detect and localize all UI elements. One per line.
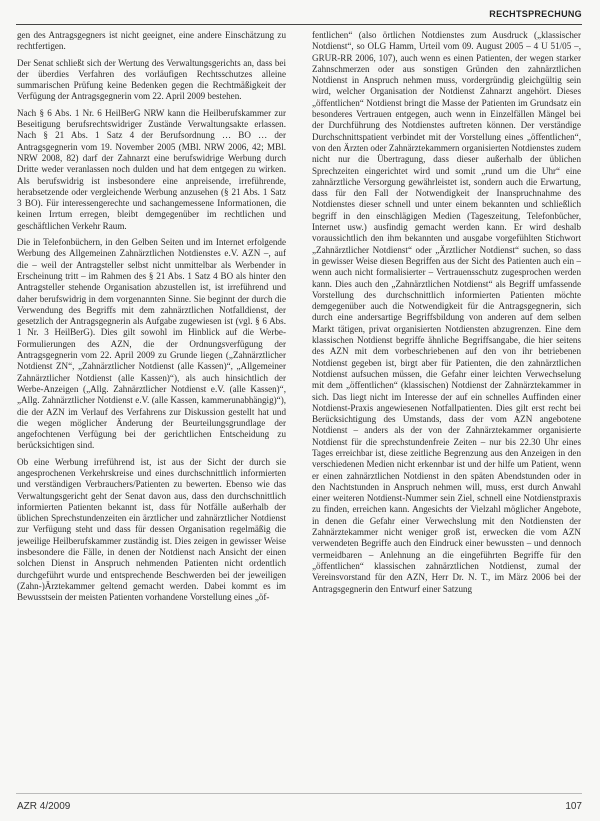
section-label: RECHTSPRECHUNG: [489, 9, 582, 19]
paragraph: gen des Antragsgegners ist nicht geeignet, eine andere Einschätzung zu rechtfertigen.: [17, 30, 286, 52]
right-column: [312, 30, 581, 790]
paragraph: fentlichen“ (also örtlichen Notdienstes zum Ausdruck („klassischer Notdienst“, so OLG Hamm, Urteil vom 09. August 2005 – 4 U 51/05 –, GRUR-RR 2006, 107), auch wenn es einen Patienten, der wegen starker Zahnschmerzen oder aus sonstigen Gründen den zahnärztlichen Notdienst in Anspruch nehmen muss, vordergründig gleichgültig sein wird, welcher Organisation der Notdienst Zahnarzt angehört. Dieses „öffentlichen“ Notdienst bringt die Masse der Patienten im Grundsatz ein besonderes Vertrauen entgegen, auch wenn in Einzelfällen Mängel bei der Durchführung des Notdienstes auftreten können. Der verständige Durchschnittspatient verbindet mit der Vorstellung eines „öffentlichen“, von den Ärzten oder Zahnärztekammern organisierten Notdienstes zudem nicht nur die Übertragung, dass dieser außerhalb der üblichen Sprechzeiten eingerichtet wird und somit „rund um die Uhr“ eine zahnärztliche Versorgung gewährleistet ist, sondern auch die Erwartung, dass für den Fall der Notwendigkeit der Inanspruchnahme des Notdienstes dieser schnell und unter einem bekannten und schließlich begriff in den einschlägigen Medien (Tageszeitung, Telefonbücher, Internet usw.) ausfindig gemacht werden kann. Er wird deshalb voraussichtlich den ihm bekannten und ausgabe vorgefühlten Stichwort „Zahnärztlicher Notdienst“ oder „Ärztlicher Notdienst“ suchen, so dass in gewisser Weise diesen Begriffen aus der Sicht des Patienten auch ein – wenn auch nicht formalisierter – Vertrauensschutz zugesprochen werden kann. Dies auch den „Zahnärztlichen Notdienst“ als Begriff umfassende Vorstellung des durchschnittlich informierten Patienten möchte demgegenüber auch die Notwendigkeit für die Antragsgegnerin, sich durch eine andersartige Begriffsbildung von anderen auf dem selben Markt tätigen, privat organisierten Notdiensten abzugrenzen. Eine dem klassischen Notdienst begriffe ähnliche Begriffsangabe, die hier seitens des AZN mit dem vorbeschriebenen auf den von ihr betriebenen Notdienst gegeben ist, birgt aber für Patienten, die den zahnärztlichen Notdienst aufsuchen müssen, die Gefahr einer leichten Verwechselung mit dem „öffentlichen“ (klassischen) Notdienst der Zahnärztekammer in sich. Das liegt nicht im Interesse der auf ein schnelles Auffinden einer Notdienst-Praxis angewiesenen Notfallpatienten. Dies gilt erst recht bei Berücksichtigung des Umstands, dass der vom AZN angebotene Notdienst – anders als der von der Zahnärztekammer organisierte Notdienst für die sprechstundenfreie Zeiten – nur bis 22.30 Uhr eines Tages erreichbar ist, diese zeitliche Begrenzung aus den Anzeigen in den verschiedenen Medien nicht erkennbar ist und der hilfe um Patient, wenn er einen zahnärztlichen Notdienst in den späten Abendstunden oder in den Nachtstunden in Anspruch nehmen will, muss, erst durch Anwahl einer weiteren Notdienst-Nummer sein Ziel, schnell eine Notdienstpraxis zu finden, erreichen kann. Angesichts der Vielzahl möglicher Angebote, in denen die Gefahr einer Verwechslung mit den Notdiensten der Zahnärztekammer nicht weniger groß ist, erwecken die vom AZN verwendeten Begriffe auch den Eindruck einer bewussten – und dennoch vermeidbaren – Anlehnung an die eingeführten Begriffe für den „öffentlichen“ klassischen zahnärztlichen Notdienst, zumal der Vereinsvorstand für den AZN, Herr Dr. N. T., im März 2006 bei der Antragsgegnerin den Entwurf einer Satzung: [312, 30, 581, 594]
paragraph: Ob eine Werbung irreführend ist, ist aus der Sicht der durch sie angesprochenen Verkehrskreise und eines durchschnittlich informierten und verständigen Verbrauchers/Patienten zu bewerten. Ebenso wie das Verwaltungsgericht geht der Senat davon aus, dass den durchschnittlich informierten Patienten bekannt ist, dass für Notfälle außerhalb der üblichen Sprechstundenzeiten ein ärztlicher und zahnärztlicher Notdienst zur Verfügung steht und dass für dessen Organisation regelmäßig die jeweilige Heilberufskammer zuständig ist. Dies zeigen in gewisser Weise insbesondere die Fälle, in denen der Notdienst nach Ansicht der einen solchen Dienst in Anspruch nehmenden Patienten nicht ordentlich durchgeführt wurde und entsprechende Beschwerden bei der jeweiligen (Zahn-)Ärztekammer geltend gemacht werden. Dabei kommt es im Bewusstsein der meisten Patienten vorhandene Vorstellung eines „öf-: [17, 456, 286, 603]
header-rule: [16, 24, 582, 25]
paragraph: Die in Telefonbüchern, in den Gelben Seiten und im Internet erfolgende Werbung des Allgemeinen Zahnärztlichen Notdienstes e.V. AZN –, auf die – weil der Antragsteller selbst nicht unmittelbar als Werbender in Erscheinung tritt – im Rahmen des § 21 Abs. 1 Satz 4 BO als hinter den Antragsteller stehende Organisation abzustellen ist, ist irreführend und daher berufswidrig in dem vorgenannten Sinne. Sie beginnt der durch die Verwendung des Begriffs mit dem zahnärztlichen Notfalldienst, der gesetzlich der Antragsgegnerin als Aufgabe zugewiesen ist (vgl. § 6 Abs. 1 Nr. 3 HeilBerG). Dies gilt sowohl im Hinblick auf die Werbe-Formulierungen des AZN, die der Ordnungsverfügung der Antragsgegnerin vom 22. April 2009 zu Grunde liegen („Zahnärztlicher Notdienst ZN“, „Zahnärztlicher Notdienst (alle Kassen)“, „Allgemeiner Zahnärztlicher Notdienst (alle Kassen)“), als auch hinsichtlich der Werbe-Anzeigen („Allg. Zahnärztlicher Notdienst e.V. (alle Kassen)“, „Allg. Zahnärztlicher Notdienst e.V. (alle Kassen, kammerunabhängig)“), die der AZN im Verlauf des Verfahrens zur Diskussion gestellt hat und die wegen möglicher Änderung der Beurteilungsgrundlage der angefochtenen Verfügung bei der gerichtlichen Entscheidung zu berücksichtigen sind.: [17, 237, 286, 451]
journal-issue: AZR 4/2009: [17, 801, 71, 812]
footer-rule: [16, 793, 582, 794]
page-number: 107: [565, 801, 582, 812]
paragraph: Nach § 6 Abs. 1 Nr. 6 HeilBerG NRW kann die Heilberufskammer zur Beseitigung berufsrechtswidriger Zustände Verwaltungsakte erlassen. Nach § 21 Abs. 1 Satz 4 der Berufsordnung … BO … der Antragsgegnerin vom 19. November 2005 (MBl. NRW 2006, 42; MBl. NRW 2008, 82) darf der Zahnarzt eine berufswidrige Werbung durch Dritte weder veranlassen noch dulden und hat dem entgegen zu wirken. Als berufswidrig ist insbesondere eine anpreisende, irreführende, herabsetzende oder vergleichende Werbung anzusehen (§ 21 Abs. 1 Satz 3 BO). Für interessengerechte und sachangemessene Informationen, die keinen Irrtum erregen, bleibt demgegenüber im rechtlichen und geschäftlichen Verkehr Raum.: [17, 107, 286, 231]
left-column: [17, 30, 286, 790]
paragraph: Der Senat schließt sich der Wertung des Verwaltungsgerichts an, dass bei der überdies Verfahren des vorläufigen Rechtsschutzes alleine summarischen Prüfung keine Bedenken gegen die Rechtmäßigkeit der Verfügung der Antragsgegnerin vom 22. April 2009 bestehen.: [17, 57, 286, 102]
